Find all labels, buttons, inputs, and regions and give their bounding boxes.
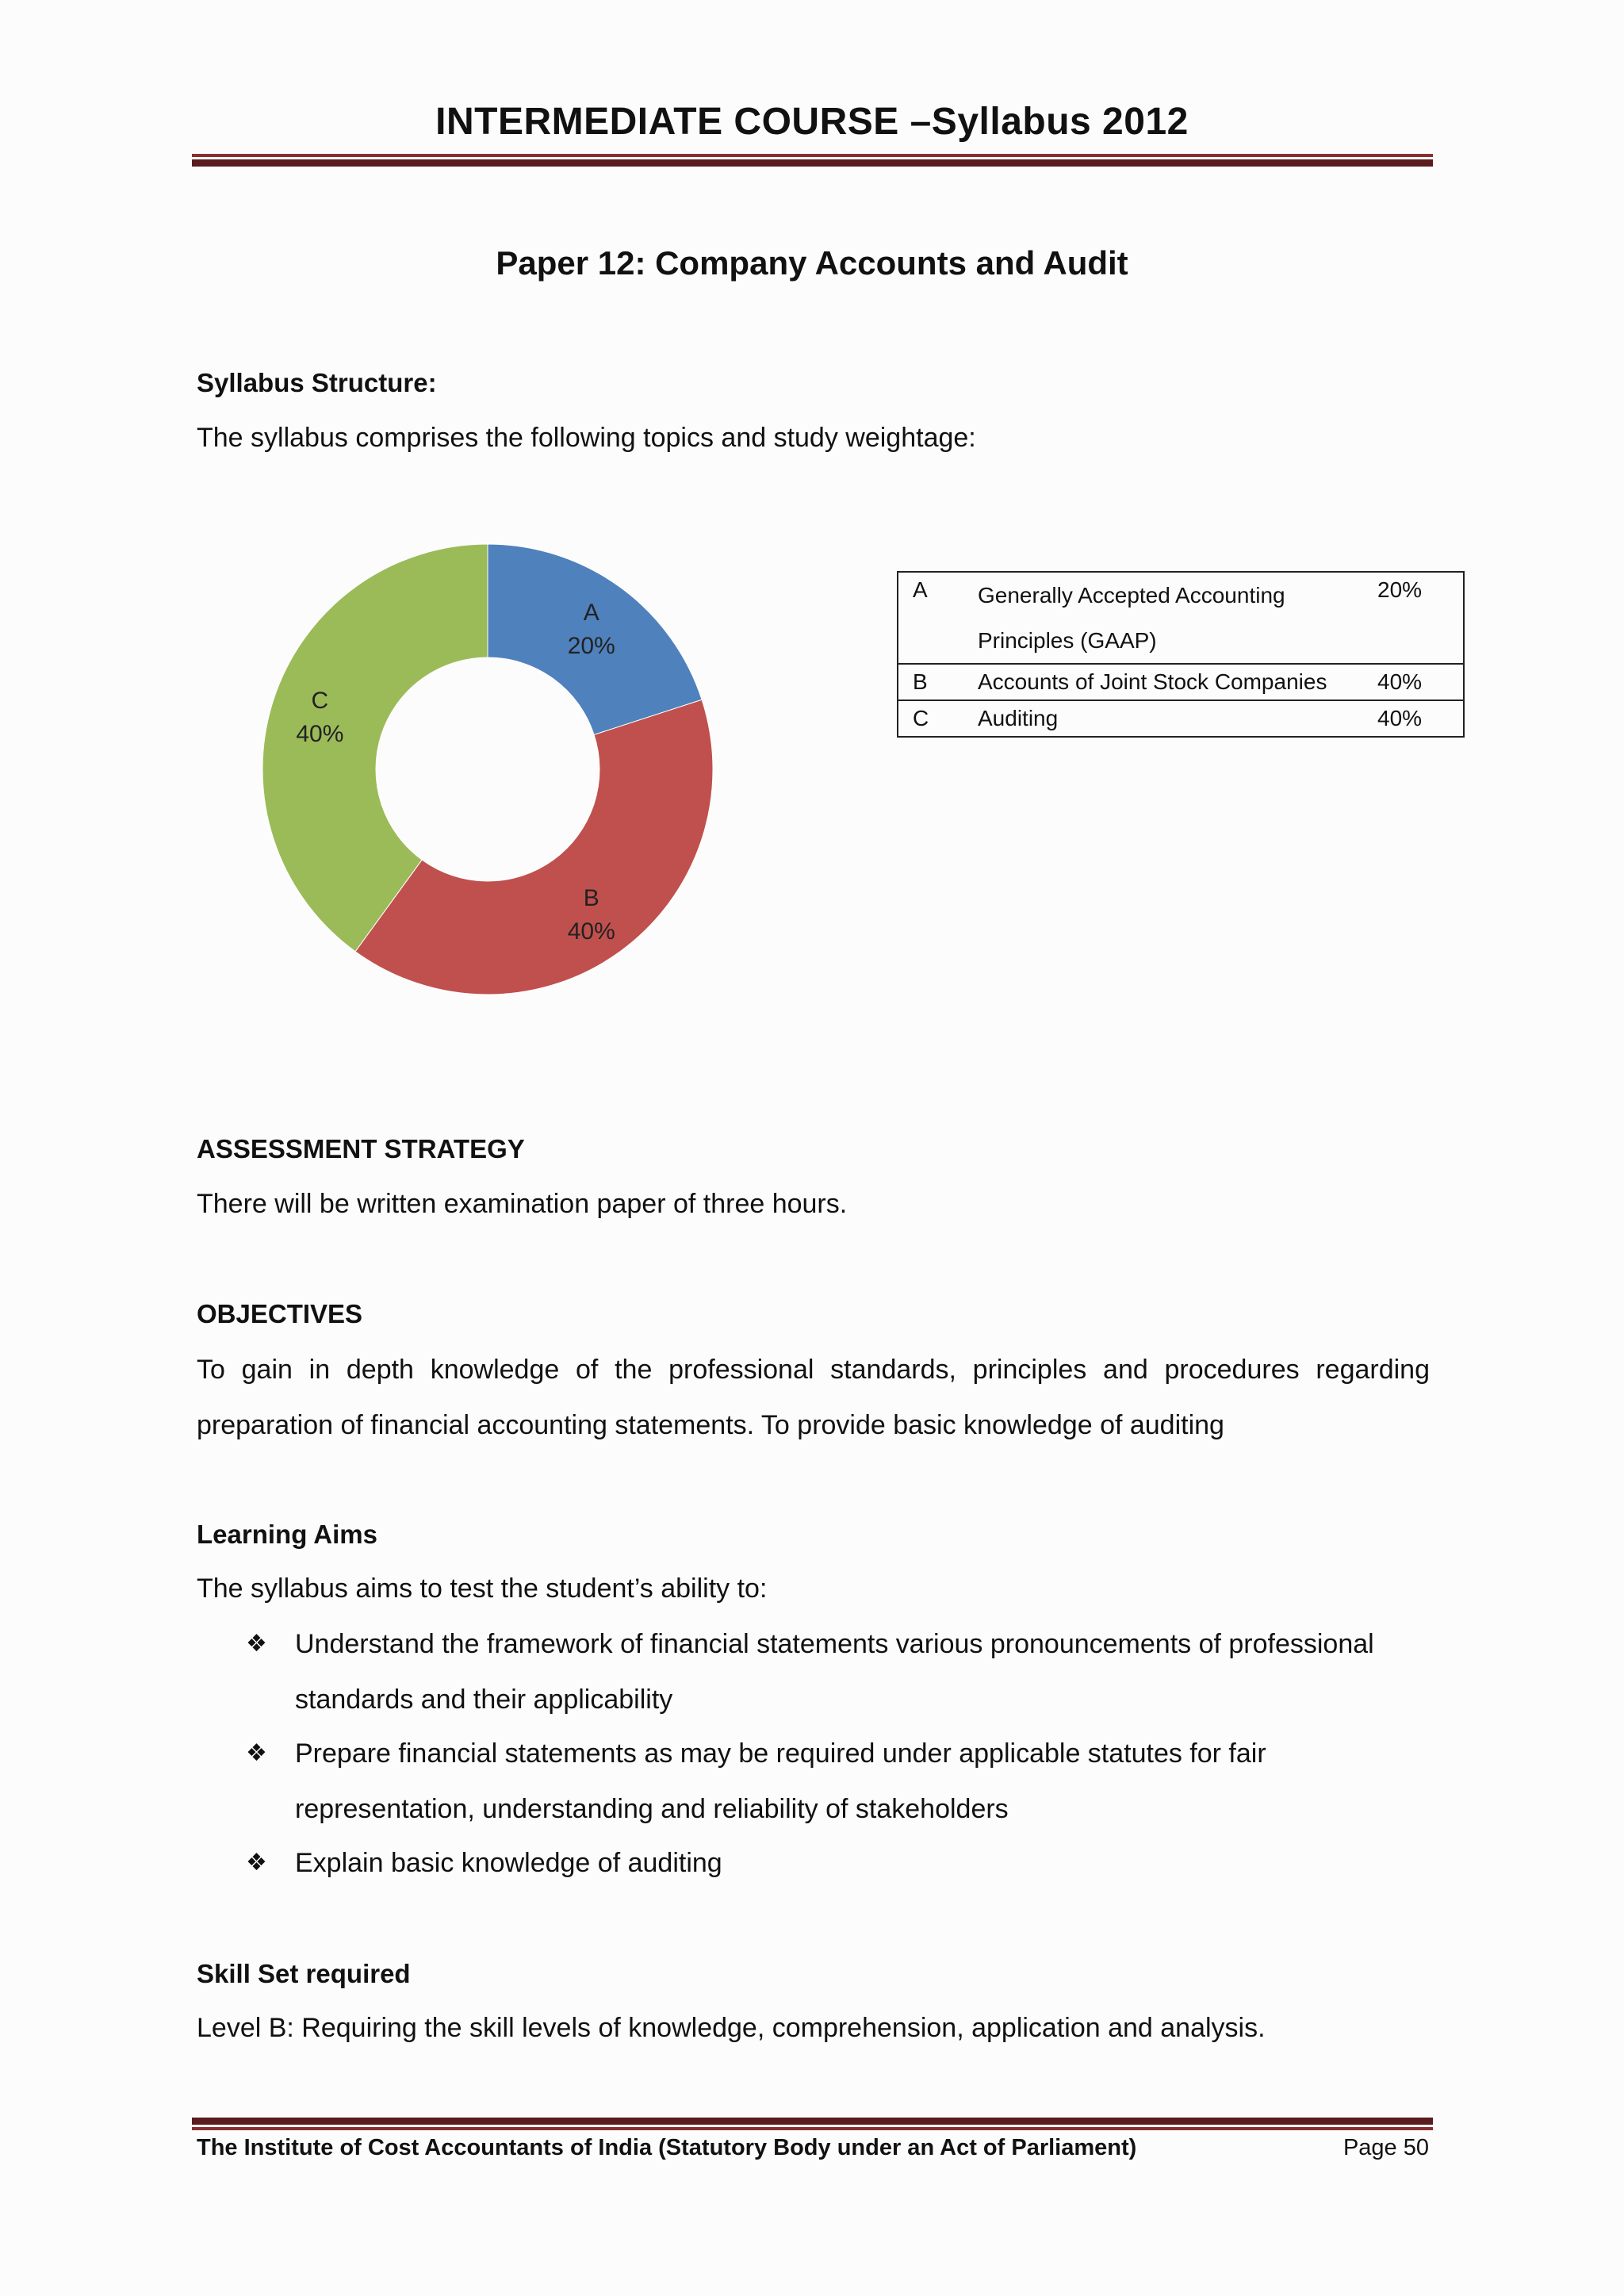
donut-category-label: C: [311, 688, 329, 715]
table-row: [898, 700, 1464, 737]
footer-institute: The Institute of Cost Accountants of India (Statutory Body under an Act of Parliament): [197, 2135, 1137, 2160]
bullet-icon: ❖: [246, 1740, 267, 1766]
row-topic: Auditing: [971, 700, 1371, 737]
objectives-text: To gain in depth knowledge of the professional standards, principles and procedures regarding preparation of financial accounting statements. To provide basic knowledge of auditing: [197, 1355, 1430, 1440]
table-row: [898, 664, 1464, 700]
donut-slice-b: [355, 700, 713, 995]
syllabus-structure-heading: Syllabus Structure:: [197, 368, 437, 397]
row-weight: 40%: [1371, 700, 1464, 737]
row-weight: 40%: [1371, 664, 1464, 700]
footer-rule-thick: [192, 2118, 1433, 2125]
header-rule-thin: [192, 154, 1433, 157]
donut-value-label: 40%: [567, 918, 615, 945]
donut-value-label: 20%: [567, 632, 615, 659]
row-code: A: [898, 572, 971, 664]
row-code: B: [898, 664, 971, 700]
row-topic: [971, 572, 1371, 664]
paper-title: Paper 12: Company Accounts and Audit: [496, 244, 1128, 282]
objectives-heading: OBJECTIVES: [197, 1299, 363, 1328]
syllabus-structure-intro: The syllabus comprises the following topics and study weightage:: [197, 423, 976, 453]
table-row: [898, 572, 1464, 664]
header-rule-thick: [192, 159, 1433, 167]
footer-page-number: Page 50: [1342, 2135, 1429, 2160]
donut-category-label: A: [583, 599, 599, 626]
weightage-donut-chart: [238, 523, 745, 1015]
page-header-title: INTERMEDIATE COURSE –Syllabus 2012: [435, 101, 1189, 143]
weightage-table: [897, 571, 1465, 738]
row-weight: 20%: [1371, 572, 1464, 664]
row-topic-line: Principles (GAAP): [978, 628, 1157, 653]
skill-set-heading: Skill Set required: [197, 1959, 411, 1988]
list-item: Explain basic knowledge of auditing: [295, 1848, 722, 1878]
footer-rule-thin: [192, 2127, 1433, 2130]
row-topic: Accounts of Joint Stock Companies: [971, 664, 1371, 700]
bullet-icon: ❖: [246, 1849, 267, 1876]
assessment-heading: ASSESSMENT STRATEGY: [197, 1134, 525, 1163]
list-item: Prepare financial statements as may be required under applicable statutes for fair representation, understanding and reliability of stakeholders: [295, 1738, 1266, 1824]
learning-aims-intro: The syllabus aims to test the student’s ability to:: [197, 1573, 768, 1604]
row-code: C: [898, 700, 971, 737]
row-topic-line: Generally Accepted Accounting: [978, 583, 1285, 608]
donut-value-label: 40%: [296, 721, 344, 748]
learning-aims-heading: Learning Aims: [197, 1520, 377, 1549]
skill-set-text: Level B: Requiring the skill levels of knowledge, comprehension, application and analysis.: [197, 2013, 1266, 2043]
bullet-icon: ❖: [246, 1631, 267, 1657]
donut-category-label: B: [583, 885, 599, 912]
list-item: Understand the framework of financial statements various pronouncements of professional standards and their applicability: [295, 1629, 1374, 1715]
assessment-text: There will be written examination paper of three hours.: [197, 1189, 848, 1219]
